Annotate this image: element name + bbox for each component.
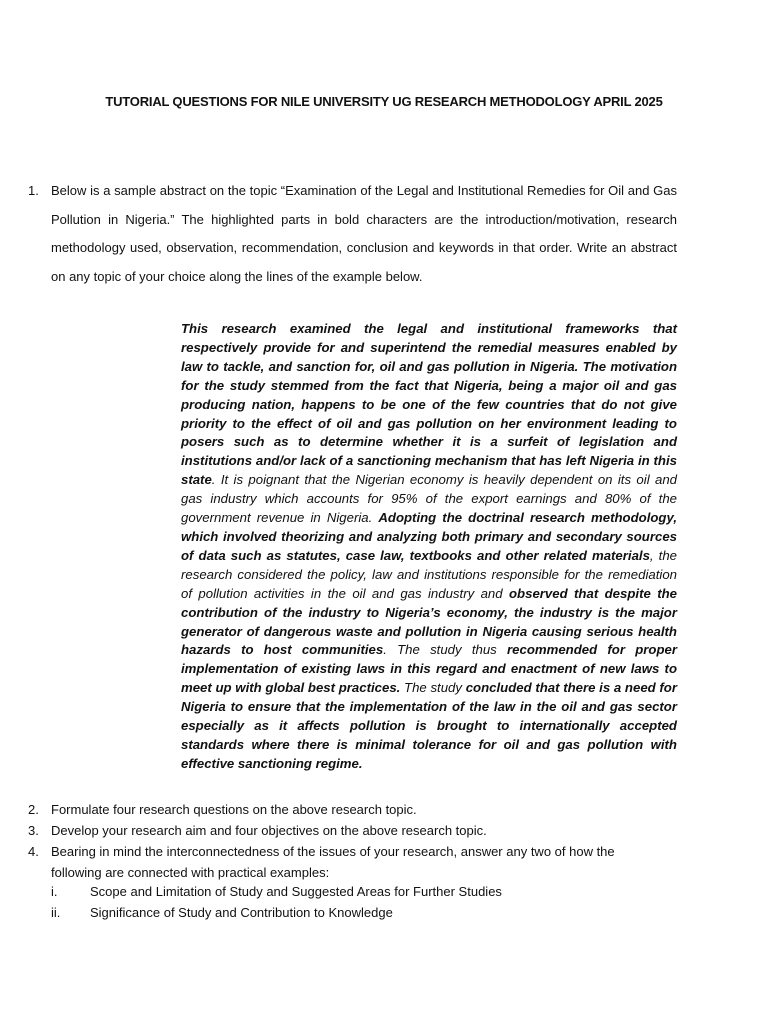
sample-abstract [181,320,677,774]
abstract-recommendation: recommended for proper implementation of existing laws in this regard and enactment of new laws to meet up with global best practices. [181,642,677,696]
abstract-conclusion: concluded that there is a need for Nigeria to ensure that the implementation of the law in the oil and gas sector especially as it affects pollution is brought to internationally accepted standards where there is minimal tolerance for oil and gas pollution with effective sanctioning regime. [181,680,677,771]
page-title: TUTORIAL QUESTIONS FOR NILE UNIVERSITY UG RESEARCH METHODOLOGY APRIL 2025 [105,94,663,109]
sub-item-2-text: Significance of Study and Contribution to Knowledge [90,905,393,920]
question-2-text: Formulate four research questions on the above research topic. [51,802,417,817]
abstract-text: The study [400,680,466,696]
question-1-text: Below is a sample abstract on the topic “Examination of the Legal and Institutional Remedies for Oil and Gas Pollution in Nigeria.” The highlighted parts in bold characters are the introduction/motivation, research methodology used, observation, recommendation, conclusion and keywords in that order. Write an abstract on any topic of your choice along the lines of the example below. [51,183,677,284]
question-4-text: Bearing in mind the interconnectedness of the issues of your research, answer any two of how the following are connected with practical examples: [51,844,615,880]
abstract-observation: observed that despite the contribution of the industry to Nigeria’s economy, the industry is the major generator of dangerous waste and pollution in Nigeria causing serious health hazards to host communities [181,585,677,658]
abstract-introduction: This research examined the legal and institutional frameworks that respectively provide for and superintend the remedial measures enabled by law to tackle, and sanction for, oil and gas pollution in Nigeria. The motivation for the study stemmed from the fact that Nigeria, being a major oil and gas producing nation, happens to be one of the few countries that do not give priority to the effect of oil and gas pollution on her environment leading to posers such as to determine whether it is a surfeit of legislation and institutions and/or lack of a sanctioning mechanism that has left Nigeria in this state [181,321,677,488]
question-3-number: 3. [28,823,39,838]
abstract-text: , the research considered the policy, law and institutions responsible for the remediation of pollution activities in the oil and gas industry and [181,547,677,601]
question-4-number: 4. [28,844,39,859]
question-3-text: Develop your research aim and four objectives on the above research topic. [51,823,487,838]
sub-item-2-number: ii. [51,905,61,920]
question-2-number: 2. [28,802,39,817]
abstract-methodology: Adopting the doctrinal research methodology, which involved theorizing and analyzing both primary and secondary sources of data such as statutes, case law, textbooks and other related materials [181,510,677,563]
sub-item-1-number: i. [51,884,58,899]
abstract-text: . It is poignant that the Nigerian economy is heavily dependent on its oil and gas industry which accounts for 95% of the export earnings and 80% of the government revenue in Nigeria. [181,472,677,526]
question-1-number: 1. [28,183,39,198]
sub-item-1-text: Scope and Limitation of Study and Suggested Areas for Further Studies [90,884,502,899]
abstract-text: . The study thus [383,642,508,658]
